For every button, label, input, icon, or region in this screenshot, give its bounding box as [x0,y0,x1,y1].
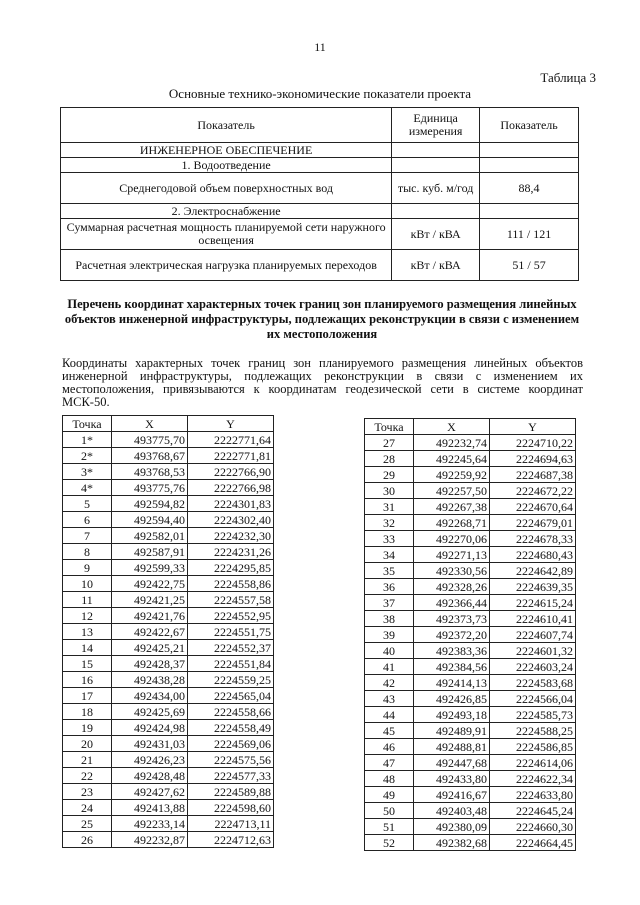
indicator-row [61,250,579,281]
x-coordinate: 492271,13 [414,547,490,563]
header-point: Точка [63,416,112,432]
coordinate-row [63,512,274,528]
y-coordinate: 2224694,63 [490,451,576,467]
table-title: Основные технико-экономические показатели проекта [168,86,472,101]
point-number: 6 [63,512,112,528]
coordinate-row [365,563,576,579]
point-number: 30 [365,483,414,499]
coordinate-row [365,579,576,595]
y-coordinate: 2224598,60 [188,800,274,816]
y-coordinate: 2224712,63 [188,832,274,848]
y-coordinate: 2224302,40 [188,512,274,528]
y-coordinate: 2224622,34 [490,771,576,787]
coordinate-row [365,723,576,739]
point-number: 39 [365,627,414,643]
coordinate-row [365,787,576,803]
indicators-table [60,107,579,281]
subsection-label: 1. Водоотведение [61,158,392,173]
header-x: X [112,416,188,432]
coordinate-row [63,576,274,592]
point-number: 16 [63,672,112,688]
coordinate-row [63,432,274,448]
coordinates-table-left [62,415,274,848]
x-coordinate: 492582,01 [112,528,188,544]
indicator-name: Среднегодовой объем поверхностных вод [61,173,392,204]
coordinate-row [63,672,274,688]
point-number: 5 [63,496,112,512]
y-coordinate: 2224295,85 [188,560,274,576]
y-coordinate: 2224557,58 [188,592,274,608]
coordinate-row [365,531,576,547]
point-number: 42 [365,675,414,691]
x-coordinate: 492267,38 [414,499,490,515]
coordinate-row [63,752,274,768]
subsection-label: 2. Электроснабжение [61,204,392,219]
indicator-name: Суммарная расчетная мощность планируемой сети наружного освещения [61,219,392,250]
indicator-value: 51 / 57 [480,250,579,281]
y-coordinate: 2222766,90 [188,464,274,480]
empty-cell [392,143,480,158]
x-coordinate: 492594,82 [112,496,188,512]
point-number: 48 [365,771,414,787]
empty-cell [480,204,579,219]
header-x: X [414,419,490,435]
coordinate-row [365,595,576,611]
point-number: 22 [63,768,112,784]
x-coordinate: 492425,21 [112,640,188,656]
point-number: 28 [365,451,414,467]
point-number: 34 [365,547,414,563]
page-number: 11 [314,40,326,54]
x-coordinate: 492489,91 [414,723,490,739]
coordinates-table-right [364,418,576,851]
coordinate-row [63,560,274,576]
x-coordinate: 492428,37 [112,656,188,672]
y-coordinate: 2224664,45 [490,835,576,851]
y-coordinate: 2222771,81 [188,448,274,464]
point-number: 47 [365,755,414,771]
coordinate-row [365,643,576,659]
coordinate-row [365,675,576,691]
coordinate-row [63,704,274,720]
coordinates-header-row [365,419,576,435]
point-number: 33 [365,531,414,547]
empty-cell [480,158,579,173]
point-number: 52 [365,835,414,851]
x-coordinate: 492434,00 [112,688,188,704]
section-label: ИНЖЕНЕРНОЕ ОБЕСПЕЧЕНИЕ [61,143,392,158]
coordinate-row [365,451,576,467]
y-coordinate: 2224687,38 [490,467,576,483]
point-number: 41 [365,659,414,675]
y-coordinate: 2224642,89 [490,563,576,579]
y-coordinate: 2224588,25 [490,723,576,739]
indicator-unit: кВт / кВА [392,219,480,250]
point-number: 21 [63,752,112,768]
point-number: 25 [63,816,112,832]
point-number: 9 [63,560,112,576]
point-number: 27 [365,435,414,451]
point-number: 2* [63,448,112,464]
x-coordinate: 492427,62 [112,784,188,800]
indicator-unit: тыс. куб. м/год [392,173,480,204]
coordinate-row [365,691,576,707]
y-coordinate: 2222766,98 [188,480,274,496]
y-coordinate: 2224566,04 [490,691,576,707]
x-coordinate: 492382,68 [414,835,490,851]
x-coordinate: 492426,23 [112,752,188,768]
point-number: 1* [63,432,112,448]
x-coordinate: 492232,74 [414,435,490,451]
x-coordinate: 492259,92 [414,467,490,483]
header-value: Показатель [480,108,579,143]
coordinate-row [365,803,576,819]
x-coordinate: 493775,76 [112,480,188,496]
y-coordinate: 2224670,64 [490,499,576,515]
point-number: 43 [365,691,414,707]
empty-cell [392,204,480,219]
x-coordinate: 492428,48 [112,768,188,784]
coordinate-row [365,627,576,643]
coordinate-row [63,688,274,704]
x-coordinate: 492422,75 [112,576,188,592]
y-coordinate: 2224639,35 [490,579,576,595]
coordinate-row [365,771,576,787]
y-coordinate: 2224583,68 [490,675,576,691]
x-coordinate: 492257,50 [414,483,490,499]
point-number: 38 [365,611,414,627]
x-coordinate: 492245,64 [414,451,490,467]
x-coordinate: 492422,67 [112,624,188,640]
indicator-unit: кВт / кВА [392,250,480,281]
x-coordinate: 492426,85 [414,691,490,707]
coordinate-row [63,448,274,464]
x-coordinate: 492270,06 [414,531,490,547]
point-number: 46 [365,739,414,755]
point-number: 49 [365,787,414,803]
coordinate-row [365,467,576,483]
header-unit: Единица измерения [392,108,480,143]
x-coordinate: 493768,67 [112,448,188,464]
coordinates-header-row [63,416,274,432]
y-coordinate: 2224607,74 [490,627,576,643]
y-coordinate: 2224559,25 [188,672,274,688]
coordinate-row [365,483,576,499]
section-row [61,143,579,158]
x-coordinate: 492373,73 [414,611,490,627]
y-coordinate: 2224552,37 [188,640,274,656]
y-coordinate: 2222771,64 [188,432,274,448]
x-coordinate: 492330,56 [414,563,490,579]
y-coordinate: 2224558,86 [188,576,274,592]
header-y: Y [188,416,274,432]
coordinate-row [63,528,274,544]
x-coordinate: 492268,71 [414,515,490,531]
y-coordinate: 2224672,22 [490,483,576,499]
indicator-row [61,173,579,204]
x-coordinate: 492413,88 [112,800,188,816]
x-coordinate: 492424,98 [112,720,188,736]
point-number: 7 [63,528,112,544]
coordinate-row [63,800,274,816]
coordinate-row [365,755,576,771]
x-coordinate: 492366,44 [414,595,490,611]
y-coordinate: 2224660,30 [490,819,576,835]
point-number: 45 [365,723,414,739]
x-coordinate: 492431,03 [112,736,188,752]
point-number: 44 [365,707,414,723]
point-number: 15 [63,656,112,672]
y-coordinate: 2224615,24 [490,595,576,611]
point-number: 20 [63,736,112,752]
x-coordinate: 492380,09 [414,819,490,835]
x-coordinate: 492372,20 [414,627,490,643]
x-coordinate: 493768,53 [112,464,188,480]
y-coordinate: 2224558,66 [188,704,274,720]
point-number: 23 [63,784,112,800]
coordinate-row [63,464,274,480]
y-coordinate: 2224601,32 [490,643,576,659]
x-coordinate: 492599,33 [112,560,188,576]
point-number: 51 [365,819,414,835]
header-y: Y [490,419,576,435]
x-coordinate: 492438,28 [112,672,188,688]
point-number: 3* [63,464,112,480]
indicators-header-row [61,108,579,143]
coordinate-row [63,624,274,640]
coordinate-row [63,768,274,784]
point-number: 37 [365,595,414,611]
point-number: 14 [63,640,112,656]
y-coordinate: 2224680,43 [490,547,576,563]
indicator-value: 88,4 [480,173,579,204]
coordinate-row [63,592,274,608]
x-coordinate: 492232,87 [112,832,188,848]
y-coordinate: 2224679,01 [490,515,576,531]
point-number: 32 [365,515,414,531]
y-coordinate: 2224645,24 [490,803,576,819]
y-coordinate: 2224569,06 [188,736,274,752]
y-coordinate: 2224231,26 [188,544,274,560]
coordinate-row [365,515,576,531]
y-coordinate: 2224610,41 [490,611,576,627]
coordinate-row [63,496,274,512]
x-coordinate: 492425,69 [112,704,188,720]
table-label: Таблица 3 [540,70,596,85]
point-number: 8 [63,544,112,560]
y-coordinate: 2224589,88 [188,784,274,800]
coordinate-row [365,835,576,851]
point-number: 35 [365,563,414,579]
coordinate-row [63,640,274,656]
point-number: 4* [63,480,112,496]
coordinate-row [365,739,576,755]
y-coordinate: 2224586,85 [490,739,576,755]
point-number: 11 [63,592,112,608]
x-coordinate: 493775,70 [112,432,188,448]
indicator-row [61,219,579,250]
coordinate-row [365,499,576,515]
x-coordinate: 492233,14 [112,816,188,832]
x-coordinate: 492384,56 [414,659,490,675]
coordinate-row [365,707,576,723]
y-coordinate: 2224710,22 [490,435,576,451]
coordinate-row [365,547,576,563]
point-number: 19 [63,720,112,736]
point-number: 50 [365,803,414,819]
point-number: 24 [63,800,112,816]
y-coordinate: 2224558,49 [188,720,274,736]
coordinate-row [365,819,576,835]
x-coordinate: 492421,76 [112,608,188,624]
section-heading: Перечень координат характерных точек границ зон планируемого размещения линейных объектов инженерной инфраструктуры, подлежащих реконструкции в связи с изменением их местоположения [64,297,580,341]
y-coordinate: 2224585,73 [490,707,576,723]
x-coordinate: 492416,67 [414,787,490,803]
header-point: Точка [365,419,414,435]
y-coordinate: 2224633,80 [490,787,576,803]
coordinate-row [63,720,274,736]
point-number: 13 [63,624,112,640]
point-number: 10 [63,576,112,592]
coordinate-row [63,656,274,672]
y-coordinate: 2224577,33 [188,768,274,784]
x-coordinate: 492488,81 [414,739,490,755]
y-coordinate: 2224614,06 [490,755,576,771]
x-coordinate: 492594,40 [112,512,188,528]
point-number: 12 [63,608,112,624]
point-number: 31 [365,499,414,515]
coordinate-row [63,608,274,624]
intro-paragraph: Координаты характерных точек границ зон планируемого размещения линейных объектов инженерной инфраструктуры, подлежащих реконструкции в связи с изменением их местоположения, привязываются к координатам геодезической сети в системе координат МСК-50. [62,356,583,409]
x-coordinate: 492587,91 [112,544,188,560]
x-coordinate: 492421,25 [112,592,188,608]
coordinate-row [63,784,274,800]
coordinate-row [63,480,274,496]
y-coordinate: 2224575,56 [188,752,274,768]
y-coordinate: 2224678,33 [490,531,576,547]
x-coordinate: 492383,36 [414,643,490,659]
y-coordinate: 2224603,24 [490,659,576,675]
coordinate-row [365,611,576,627]
y-coordinate: 2224551,84 [188,656,274,672]
x-coordinate: 492447,68 [414,755,490,771]
y-coordinate: 2224552,95 [188,608,274,624]
y-coordinate: 2224232,30 [188,528,274,544]
point-number: 26 [63,832,112,848]
x-coordinate: 492403,48 [414,803,490,819]
coordinate-row [63,544,274,560]
indicator-value: 111 / 121 [480,219,579,250]
y-coordinate: 2224713,11 [188,816,274,832]
indicator-name: Расчетная электрическая нагрузка планируемых переходов [61,250,392,281]
point-number: 17 [63,688,112,704]
empty-cell [480,143,579,158]
y-coordinate: 2224301,83 [188,496,274,512]
coordinate-row [365,659,576,675]
coordinate-row [63,832,274,848]
x-coordinate: 492328,26 [414,579,490,595]
subsection-row [61,158,579,173]
point-number: 40 [365,643,414,659]
point-number: 36 [365,579,414,595]
empty-cell [392,158,480,173]
x-coordinate: 492414,13 [414,675,490,691]
point-number: 29 [365,467,414,483]
coordinate-row [63,736,274,752]
x-coordinate: 492433,80 [414,771,490,787]
point-number: 18 [63,704,112,720]
coordinate-row [63,816,274,832]
header-indicator: Показатель [61,108,392,143]
y-coordinate: 2224551,75 [188,624,274,640]
coordinate-row [365,435,576,451]
y-coordinate: 2224565,04 [188,688,274,704]
x-coordinate: 492493,18 [414,707,490,723]
subsection-row [61,204,579,219]
